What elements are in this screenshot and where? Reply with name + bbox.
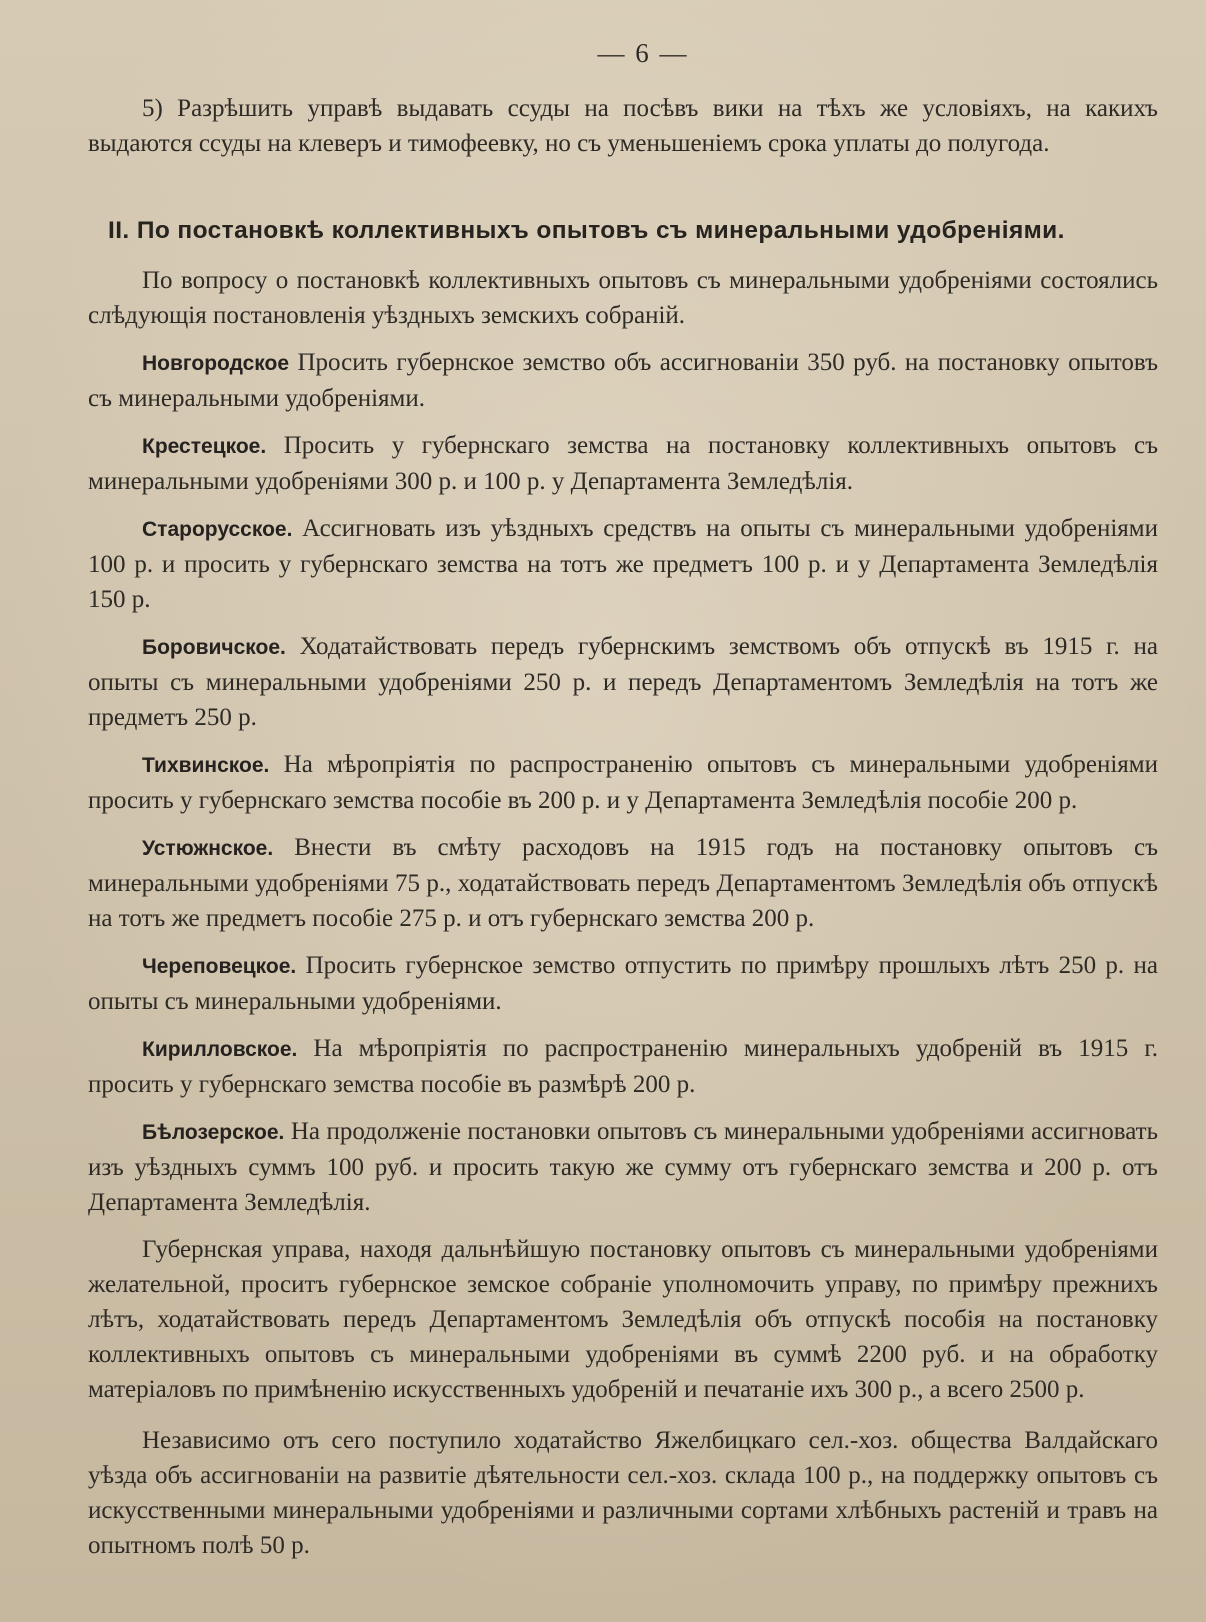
intro-paragraph: 5) Разрѣшить управѣ выдавать ссуды на посѣвъ вики на тѣхъ же условіяхъ, на какихъ выдаются ссуды на клеверъ и тимофеевку, но съ уменьшеніемъ срока уплаты до полугода. <box>88 95 1158 157</box>
decision-text: На продолженіе постановки опытовъ съ минеральными удобреніями ассигновать изъ уѣздныхъ суммъ 100 руб. и просить такую же сумму отъ губернскаго земства и 200 р. отъ Департамента Земледѣлія. <box>88 1118 1159 1216</box>
district-name: Кирилловское. <box>142 1038 298 1061</box>
decision-cherepovetskoe <box>88 948 1158 1019</box>
lead-paragraph: По вопросу о постановкѣ коллективныхъ опытовъ съ минеральными удобреніями состоялись слѣдующія постановленія уѣздныхъ земскихъ собраній. <box>88 267 1158 329</box>
decision-text: Внести въ смѣту расходовъ на 1915 годъ на постановку опытовъ съ минеральными удобреніями 75 р., ходатайствовать передъ Департаментомъ Земледѣлія объ отпускѣ на тотъ же предметъ пособіе 275 р. и отъ губернскаго земства 200 р. <box>88 834 1159 932</box>
decision-text: На мѣропріятія по распространенію минеральныхъ удобреній въ 1915 г. просить у губернскаго земства пособіе въ размѣрѣ 200 р. <box>88 1035 1159 1098</box>
district-name: Старорусское. <box>142 518 293 541</box>
decision-text: Просить губернское земство отпустить по примѣру прошлыхъ лѣтъ 250 р. на опыты съ минеральными удобреніями. <box>88 952 1158 1015</box>
decision-novgorodskoe <box>88 345 1158 416</box>
page-number: — 6 — <box>597 38 689 68</box>
decision-text: Ходатайствовать передъ губернскимъ земствомъ объ отпускѣ въ 1915 г. на опыты съ минеральными удобреніями 250 р. и передъ Департаментомъ Земледѣлія на тотъ же предметъ 250 р. <box>88 633 1159 731</box>
decision-text: Просить губернское земство объ ассигнованіи 350 руб. на постановку опытовъ съ минеральными удобреніями. <box>88 349 1158 412</box>
decision-belozerskoe <box>88 1114 1158 1220</box>
decision-ustyuzhnskoe <box>88 830 1158 936</box>
section-heading: II. По постановкѣ коллективныхъ опытовъ съ минеральными удобреніями. <box>108 217 1065 244</box>
decision-text: На мѣропріятія по распространенію опытовъ съ минеральными удобреніями просить у губернскаго земства пособіе въ 200 р. и у Департамента Земледѣлія пособіе 200 р. <box>88 751 1159 814</box>
closing-paragraph-petition: Независимо отъ сего поступило ходатайство Яжелбицкаго сел.-хоз. общества Валдайскаго уѣзда объ ассигнованіи на развитіе дѣятельности сел.-хоз. склада 100 р., на поддержку опытовъ съ искусственными минеральными удобреніями и различными сортами хлѣбныхъ растеній и травъ на опытномъ полѣ 50 р. <box>88 1427 1158 1559</box>
decision-krestetskoe <box>88 428 1158 499</box>
district-name: Крестецкое. <box>142 435 267 458</box>
decision-text: Просить у губернскаго земства на постановку коллективныхъ опытовъ съ минеральными удобреніями 300 р. и 100 р. у Департамента Земледѣлія. <box>88 432 1158 495</box>
decision-tikhvinskoe <box>88 747 1158 818</box>
decision-borovichskoe <box>88 629 1158 735</box>
decision-starorusskoe <box>88 511 1158 617</box>
district-name: Устюжнское. <box>142 837 274 860</box>
district-name: Новгородское <box>142 352 290 375</box>
closing-paragraph-uprava: Губернская управа, находя дальнѣйшую постановку опытовъ съ минеральными удобреніями желательной, проситъ губернское земское собраніе уполномочить управу, по примѣру прежнихъ лѣтъ, ходатайствовать передъ Департаментомъ Земледѣлія объ отпускѣ пособія на постановку коллективныхъ опытовъ съ минеральными удобреніями въ суммѣ 2200 руб. и на обработку матеріаловъ по примѣненію искусственныхъ удобреній и печатаніе ихъ 300 р., а всего 2500 р. <box>88 1236 1158 1403</box>
decision-kirillovskoe <box>88 1031 1158 1102</box>
district-name: Тихвинское. <box>142 754 270 777</box>
district-name: Бѣлозерское. <box>142 1121 285 1144</box>
decision-text: Ассигновать изъ уѣздныхъ средствъ на опыты съ минеральными удобреніями 100 р. и просить у губернскаго земства на тотъ же предметъ 100 р. и у Департамента Земледѣлія 150 р. <box>88 515 1158 613</box>
district-name: Боровичское. <box>142 636 286 659</box>
district-name: Череповецкое. <box>142 955 297 978</box>
decisions-list <box>88 345 1158 1220</box>
